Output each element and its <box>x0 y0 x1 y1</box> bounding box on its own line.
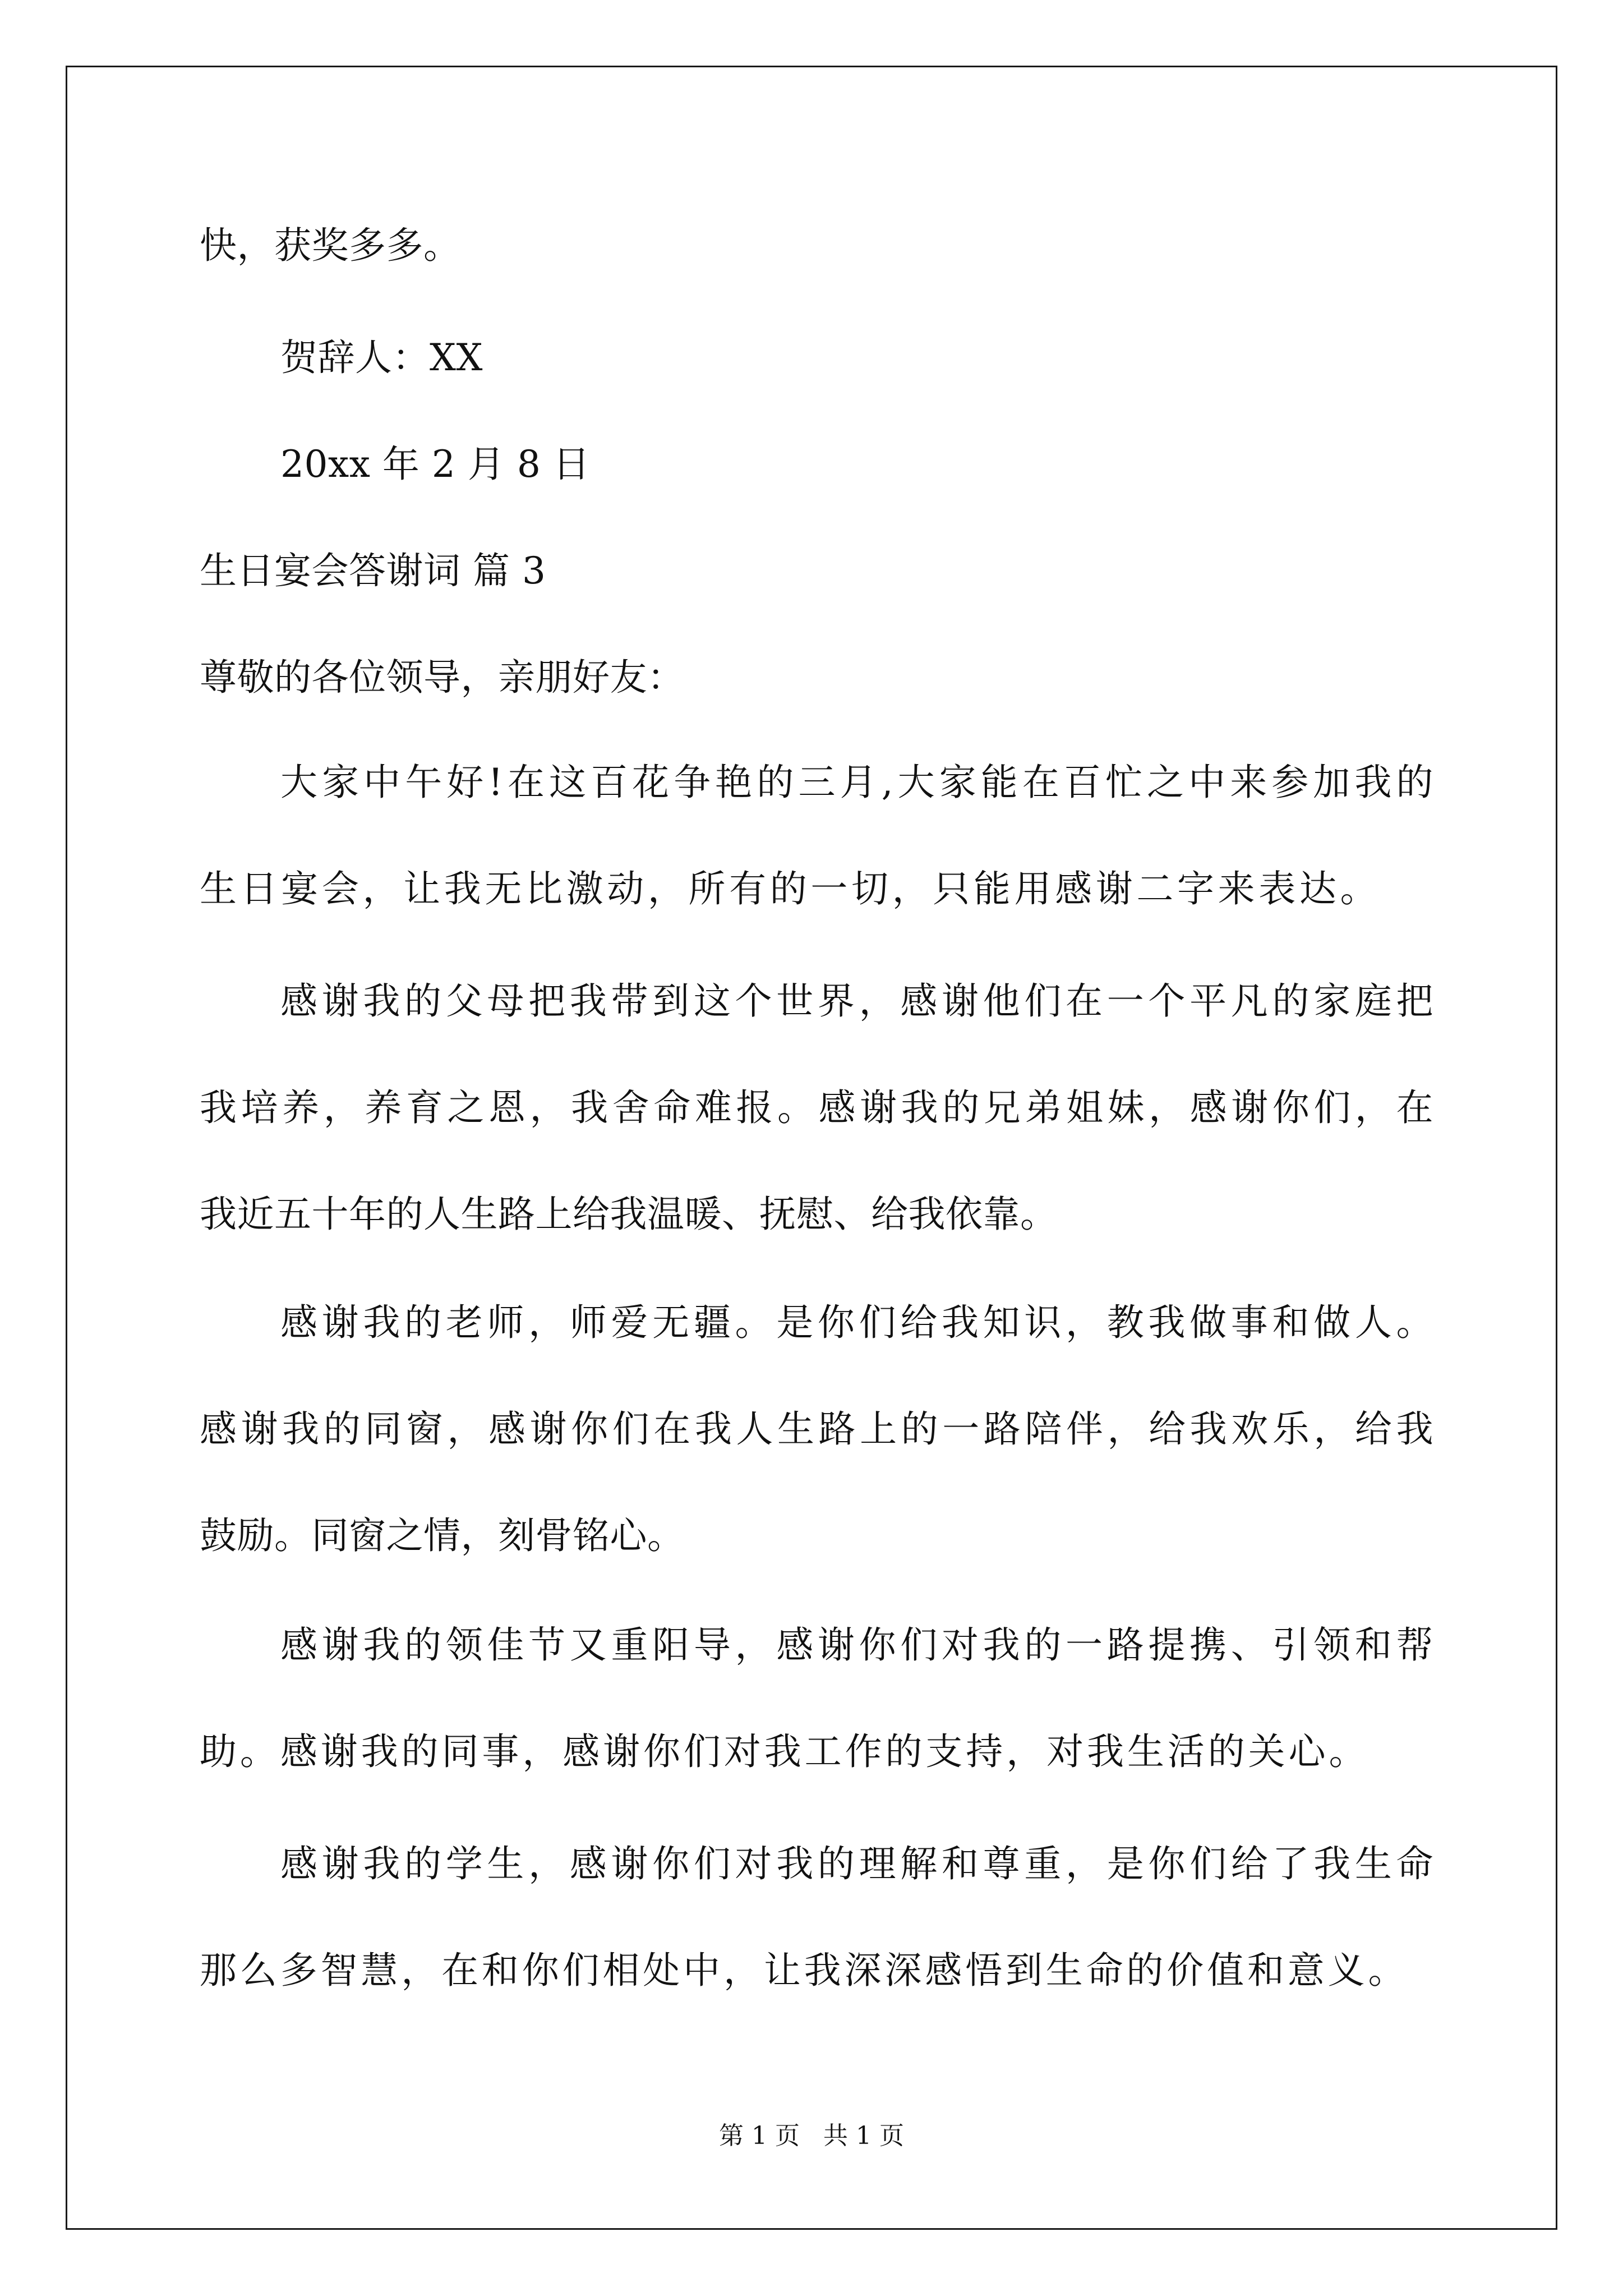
paragraph-line: 感谢我的同窗，感谢你们在我人生路上的一路陪伴，给我欢乐，给我 <box>200 1407 1433 1451</box>
paragraph-line: 大家中午好!在这百花争艳的三月,大家能在百忙之中来参加我的 <box>280 761 1433 804</box>
paragraph-line: 我培养，养育之恩，我舍命难报。感谢我的兄弟姐妹，感谢你们，在 <box>200 1086 1433 1129</box>
page-footer: 第 1 页 共 1 页 <box>719 2122 904 2150</box>
paragraph-line: 感谢我的老师，师爱无疆。是你们给我知识，教我做事和做人。 <box>280 1301 1433 1344</box>
paragraph-line: 鼓励。同窗之情，刻骨铭心。 <box>200 1514 685 1557</box>
paragraph-line: 我近五十年的人生路上给我温暖、抚慰、给我依靠。 <box>200 1193 1058 1236</box>
paragraph-line: 助。感谢我的同事，感谢你们对我工作的支持，对我生活的关心。 <box>200 1730 1366 1773</box>
page-border <box>66 66 1557 2230</box>
paragraph-line: 感谢我的父母把我带到这个世界，感谢他们在一个平凡的家庭把 <box>280 979 1433 1023</box>
closing-line: 快，获奖多多。 <box>200 224 461 267</box>
paragraph-line: 生日宴会，让我无比激动，所有的一切，只能用感谢二字来表达。 <box>200 867 1377 910</box>
paragraph-line: 感谢我的学生，感谢你们对我的理解和尊重，是你们给了我生命 <box>280 1842 1433 1885</box>
signature-line: 贺辞人：XX <box>280 336 483 379</box>
section-heading: 生日宴会答谢词 篇 3 <box>200 549 546 592</box>
salutation: 尊敬的各位领导，亲朋好友： <box>200 656 685 699</box>
paragraph-line: 感谢我的领佳节又重阳导，感谢你们对我的一路提携、引领和帮 <box>280 1623 1433 1667</box>
paragraph-line: 那么多智慧，在和你们相处中，让我深深感悟到生命的价值和意义。 <box>200 1949 1405 1992</box>
date-line: 20xx 年 2 月 8 日 <box>280 443 591 486</box>
